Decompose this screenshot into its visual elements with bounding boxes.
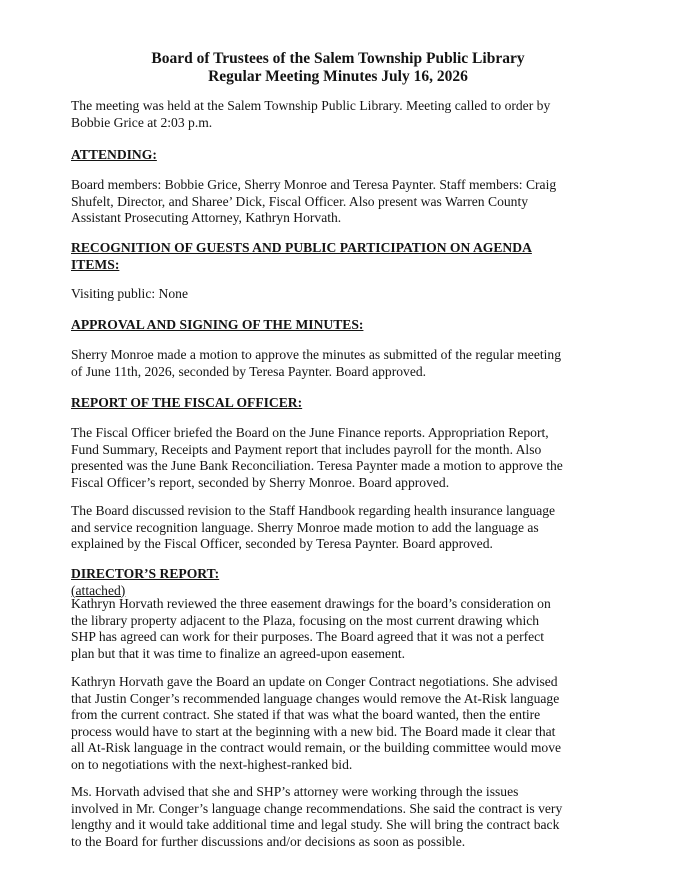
text-line: Shufelt, Director, and Sharee’ Dick, Fiscal Officer. Also present was Warren County [71, 193, 529, 209]
text-line: Board members: Bobbie Grice, Sherry Monroe and Teresa Paynter. Staff members: Craig [71, 177, 557, 192]
text-line: and service recognition language. Sherry Monroe made motion to add the language as [71, 519, 539, 535]
text-line: the library property adjacent to the Plaza, focusing on the most current drawing which [71, 612, 540, 628]
text-line: all At-Risk language in the contract would remain, or the building committee would move [71, 740, 562, 755]
recognition-paragraph [71, 286, 621, 303]
text-line: from the current contract. She stated if that was what the board wanted, then the entire [71, 707, 541, 722]
document-subtitle: Regular Meeting Minutes July 16, 2026 [208, 68, 468, 85]
text-line: Kathryn Horvath reviewed the three easement drawings for the board’s consideration on [71, 596, 551, 611]
text-line: of June 11th, 2026, seconded by Teresa Paynter. Board approved. [71, 363, 427, 379]
attending-paragraph [71, 177, 621, 227]
minutes-paragraph [71, 347, 621, 380]
text-line: Sherry Monroe made a motion to approve the minutes as submitted of the regular meeting [71, 347, 562, 362]
document-title: Board of Trustees of the Salem Township Public Library [151, 50, 525, 67]
intro-paragraph [71, 98, 621, 131]
director-heading-suffix: (attached) [71, 582, 126, 598]
attending-heading: ATTENDING: [71, 147, 157, 162]
text-line: Assistant Prosecuting Attorney, Kathryn Horvath. [71, 210, 342, 225]
text-line: The Fiscal Officer briefed the Board on the June Finance reports. Appropriation Report, [71, 425, 549, 440]
text-line: process would have to start at the beginning with a new bid. The Board made it clear that [71, 723, 556, 739]
text-line: on to negotiations with the next-highest-ranked bid. [71, 756, 353, 772]
text-line: explained by the Fiscal Officer, seconded by Teresa Paynter. Board approved. [71, 536, 493, 551]
director-paragraph-2 [71, 674, 621, 773]
text-line: Bobbie Grice at 2:03 p.m. [71, 114, 213, 130]
text-line: Ms. Horvath advised that she and SHP’s attorney were working through the issues [71, 784, 519, 799]
fiscal-heading: REPORT OF THE FISCAL OFFICER: [71, 395, 303, 410]
text-line: plan but that it was time to finalize an agreed-upon easement. [71, 645, 406, 661]
text-line: Fund Summary, Receipts and Payment report that includes payroll for the month. Also [71, 441, 542, 457]
director-heading: DIRECTOR’S REPORT: (attached) [71, 566, 621, 599]
director-paragraph-1 [71, 596, 621, 662]
text-line: The Board discussed revision to the Staff Handbook regarding health insurance language [71, 503, 556, 518]
text-line: lengthy and it would take additional time and legal study. She will bring the contract back [71, 817, 560, 832]
text-line: Kathryn Horvath gave the Board an update on Conger Contract negotiations. She advised [71, 674, 558, 689]
director-paragraph-3 [71, 784, 621, 850]
fiscal-paragraph-1 [71, 425, 621, 491]
text-line: SHP has agreed can work for their purposes. The Board agreed that it was not a perfect [71, 629, 544, 644]
text-line: that Justin Conger’s recommended language changes would remove the At-Risk language [71, 690, 560, 706]
minutes-heading: APPROVAL AND SIGNING OF THE MINUTES: [71, 317, 364, 332]
text-line: presented was the June Bank Reconciliation. Teresa Paynter made a motion to approve the [71, 458, 563, 473]
text-line: to the Board for further discussions and/or decisions as soon as possible. [71, 833, 466, 849]
text-line: The meeting was held at the Salem Township Public Library. Meeting called to order by [71, 98, 551, 113]
text-line: Visiting public: None [71, 286, 188, 301]
text-line: Fiscal Officer’s report, seconded by Sherry Monroe. Board approved. [71, 474, 450, 490]
text-line: involved in Mr. Conger’s language change recommendations. She said the contract is very [71, 800, 563, 816]
fiscal-paragraph-2 [71, 503, 621, 553]
recognition-heading: RECOGNITION OF GUESTS AND PUBLIC PARTICIPATION ON AGENDA ITEMS: [71, 240, 532, 272]
